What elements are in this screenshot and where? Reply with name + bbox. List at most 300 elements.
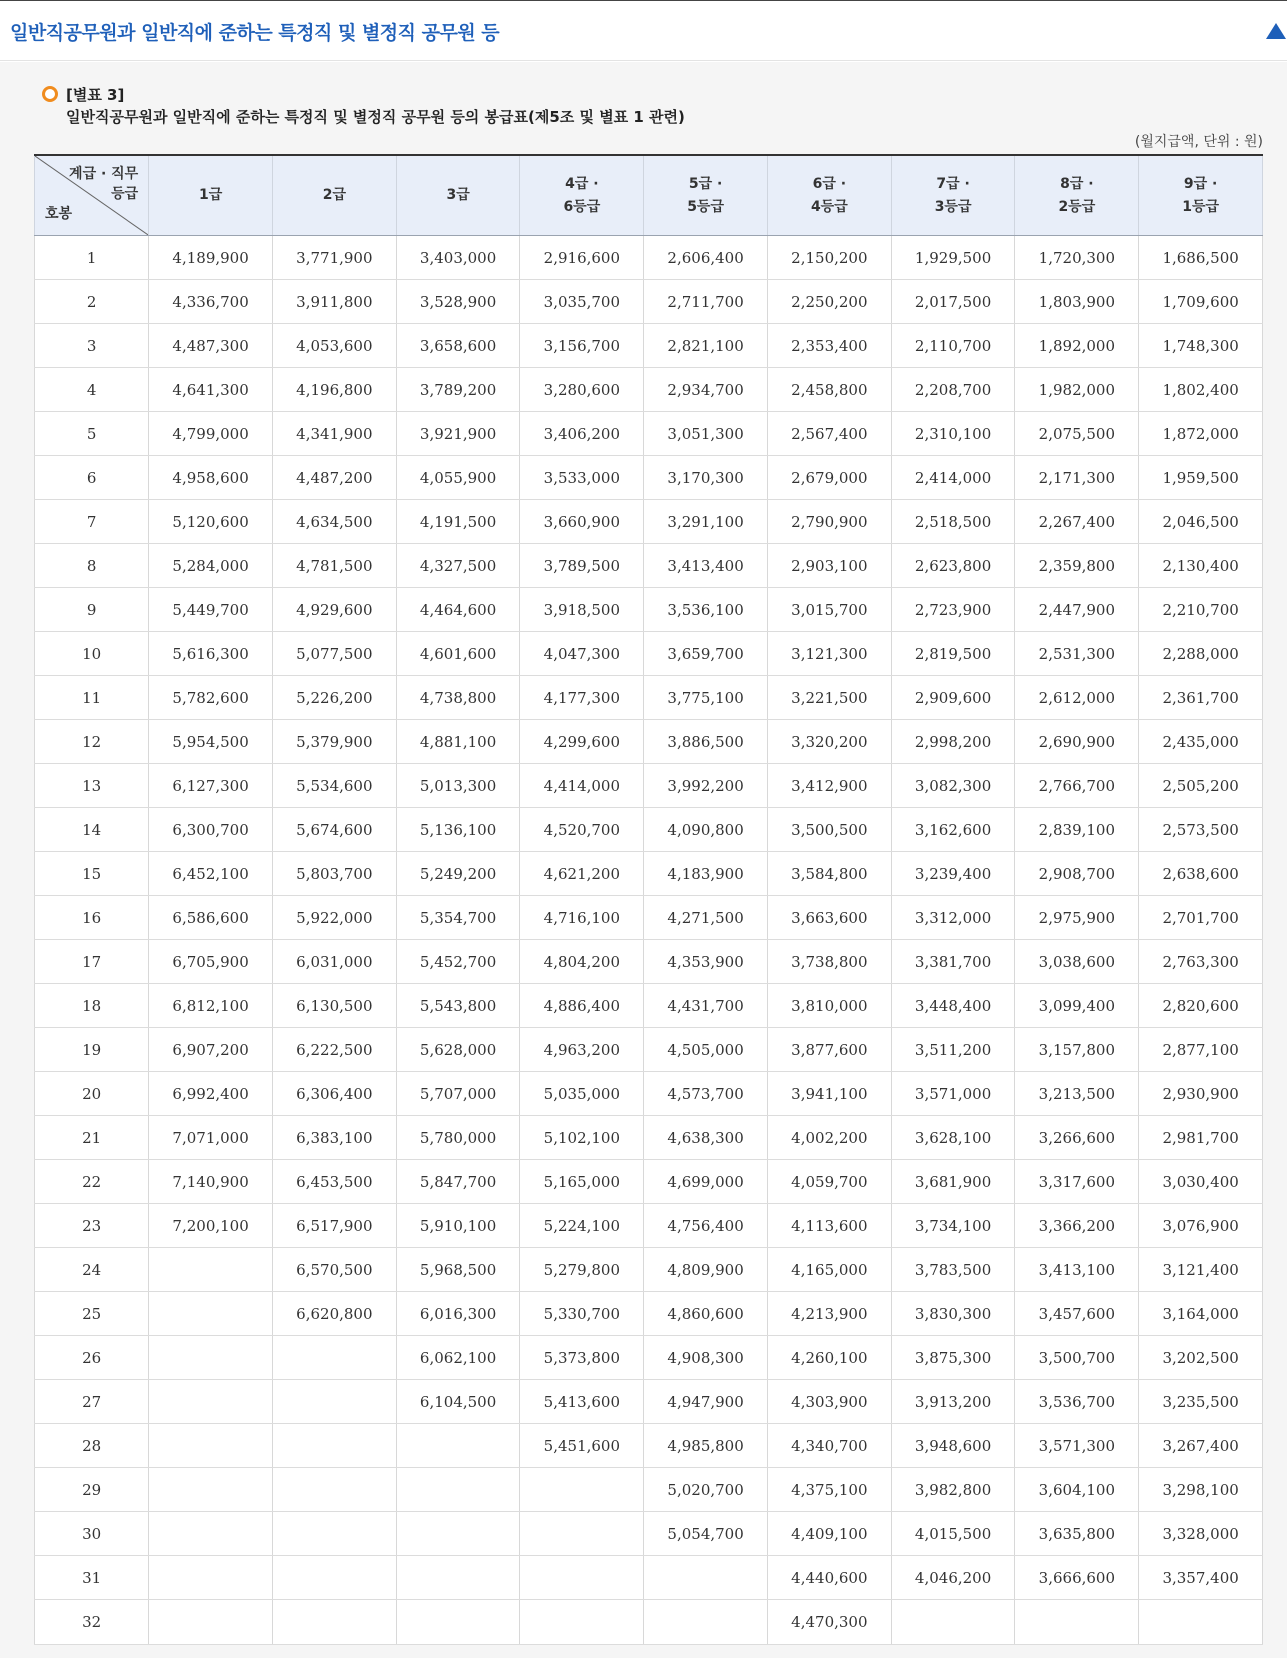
salary-cell	[520, 1556, 644, 1600]
salary-cell: 5,035,000	[520, 1072, 644, 1116]
salary-cell: 5,780,000	[396, 1116, 520, 1160]
salary-cell	[272, 1468, 396, 1512]
salary-cell: 1,748,300	[1139, 324, 1263, 368]
salary-cell: 5,628,000	[396, 1028, 520, 1072]
step-cell: 28	[35, 1424, 149, 1468]
column-header	[767, 155, 891, 236]
salary-cell: 5,165,000	[520, 1160, 644, 1204]
salary-cell: 6,586,600	[149, 896, 273, 940]
salary-cell: 2,208,700	[891, 368, 1015, 412]
salary-cell: 3,413,100	[1015, 1248, 1139, 1292]
salary-cell	[149, 1292, 273, 1336]
salary-cell: 3,412,900	[767, 764, 891, 808]
salary-cell: 6,130,500	[272, 984, 396, 1028]
salary-cell: 4,641,300	[149, 368, 273, 412]
salary-cell: 5,020,700	[644, 1468, 768, 1512]
salary-cell	[891, 1600, 1015, 1645]
salary-cell: 3,403,000	[396, 236, 520, 280]
step-cell: 1	[35, 236, 149, 280]
salary-cell: 5,224,100	[520, 1204, 644, 1248]
salary-cell: 3,156,700	[520, 324, 644, 368]
salary-cell: 1,929,500	[891, 236, 1015, 280]
salary-cell: 3,660,900	[520, 500, 644, 544]
salary-cell: 6,907,200	[149, 1028, 273, 1072]
salary-cell: 3,448,400	[891, 984, 1015, 1028]
salary-cell: 4,090,800	[644, 808, 768, 852]
salary-cell: 5,354,700	[396, 896, 520, 940]
salary-cell: 4,165,000	[767, 1248, 891, 1292]
salary-cell: 3,584,800	[767, 852, 891, 896]
salary-cell: 6,062,100	[396, 1336, 520, 1380]
column-header-line2: 1등급	[1182, 198, 1219, 215]
salary-cell: 4,699,000	[644, 1160, 768, 1204]
step-cell: 6	[35, 456, 149, 500]
step-cell: 25	[35, 1292, 149, 1336]
salary-cell: 3,291,100	[644, 500, 768, 544]
salary-cell: 3,875,300	[891, 1336, 1015, 1380]
salary-cell: 3,298,100	[1139, 1468, 1263, 1512]
salary-cell: 2,353,400	[767, 324, 891, 368]
salary-cell: 3,571,300	[1015, 1424, 1139, 1468]
salary-cell: 2,518,500	[891, 500, 1015, 544]
salary-cell: 3,635,800	[1015, 1512, 1139, 1556]
salary-cell: 5,279,800	[520, 1248, 644, 1292]
salary-cell	[149, 1336, 273, 1380]
salary-cell: 2,359,800	[1015, 544, 1139, 588]
salary-cell	[396, 1424, 520, 1468]
salary-cell: 4,414,000	[520, 764, 644, 808]
salary-cell: 3,992,200	[644, 764, 768, 808]
salary-cell: 3,202,500	[1139, 1336, 1263, 1380]
salary-cell: 3,213,500	[1015, 1072, 1139, 1116]
salary-cell: 2,903,100	[767, 544, 891, 588]
salary-cell: 4,756,400	[644, 1204, 768, 1248]
column-header	[1015, 155, 1139, 236]
salary-cell: 3,783,500	[891, 1248, 1015, 1292]
salary-cell: 2,110,700	[891, 324, 1015, 368]
corner-top-line1: 계급 · 직무	[69, 166, 139, 182]
step-cell: 10	[35, 632, 149, 676]
salary-cell	[396, 1512, 520, 1556]
salary-cell: 6,517,900	[272, 1204, 396, 1248]
step-cell: 29	[35, 1468, 149, 1512]
salary-cell: 2,310,100	[891, 412, 1015, 456]
salary-cell: 4,804,200	[520, 940, 644, 984]
salary-cell: 4,191,500	[396, 500, 520, 544]
column-header	[1139, 155, 1263, 236]
salary-cell	[149, 1468, 273, 1512]
salary-cell: 5,707,000	[396, 1072, 520, 1116]
salary-cell	[149, 1424, 273, 1468]
salary-cell: 1,872,000	[1139, 412, 1263, 456]
salary-cell: 3,051,300	[644, 412, 768, 456]
salary-cell: 5,452,700	[396, 940, 520, 984]
triangle-up-icon[interactable]	[1265, 22, 1287, 40]
salary-cell: 3,320,200	[767, 720, 891, 764]
salary-cell: 7,071,000	[149, 1116, 273, 1160]
salary-cell: 2,017,500	[891, 280, 1015, 324]
table-row	[35, 236, 1263, 280]
step-cell: 15	[35, 852, 149, 896]
salary-cell: 2,819,500	[891, 632, 1015, 676]
column-header	[891, 155, 1015, 236]
unit-note: (월지급액, 단위 : 원)	[1134, 134, 1263, 150]
salary-cell: 4,638,300	[644, 1116, 768, 1160]
salary-cell: 2,447,900	[1015, 588, 1139, 632]
salary-cell: 3,886,500	[644, 720, 768, 764]
salary-cell: 2,567,400	[767, 412, 891, 456]
salary-cell: 5,449,700	[149, 588, 273, 632]
table-row	[35, 1248, 1263, 1292]
step-cell: 8	[35, 544, 149, 588]
salary-cell: 2,046,500	[1139, 500, 1263, 544]
salary-cell: 2,606,400	[644, 236, 768, 280]
salary-cell: 3,789,200	[396, 368, 520, 412]
salary-cell	[520, 1512, 644, 1556]
salary-cell: 2,766,700	[1015, 764, 1139, 808]
salary-cell: 4,409,100	[767, 1512, 891, 1556]
salary-cell: 4,271,500	[644, 896, 768, 940]
salary-cell: 6,452,100	[149, 852, 273, 896]
table-row	[35, 1468, 1263, 1512]
salary-cell: 2,288,000	[1139, 632, 1263, 676]
salary-cell: 2,171,300	[1015, 456, 1139, 500]
salary-cell: 5,330,700	[520, 1292, 644, 1336]
column-header-line1: 2급	[322, 187, 346, 203]
salary-cell: 6,306,400	[272, 1072, 396, 1116]
salary-cell: 5,373,800	[520, 1336, 644, 1380]
salary-cell	[396, 1556, 520, 1600]
salary-cell: 2,638,600	[1139, 852, 1263, 896]
column-header-line1: 5급 ·	[688, 175, 723, 192]
salary-cell: 3,381,700	[891, 940, 1015, 984]
column-header-line1: 1급	[198, 187, 223, 203]
table-row	[35, 1424, 1263, 1468]
salary-cell: 3,666,600	[1015, 1556, 1139, 1600]
table-row	[35, 676, 1263, 720]
salary-cell: 5,968,500	[396, 1248, 520, 1292]
salary-cell: 1,982,000	[1015, 368, 1139, 412]
salary-cell: 3,157,800	[1015, 1028, 1139, 1072]
salary-cell	[1139, 1600, 1263, 1645]
salary-cell: 4,440,600	[767, 1556, 891, 1600]
salary-cell: 4,601,600	[396, 632, 520, 676]
salary-cell: 3,030,400	[1139, 1160, 1263, 1204]
salary-cell: 3,038,600	[1015, 940, 1139, 984]
section-title: 일반직공무원과 일반직에 준하는 특정직 및 별정직 공무원 등	[10, 22, 500, 44]
table-row	[35, 1204, 1263, 1248]
salary-cell	[272, 1512, 396, 1556]
salary-cell	[396, 1468, 520, 1512]
salary-cell: 3,877,600	[767, 1028, 891, 1072]
salary-cell: 4,327,500	[396, 544, 520, 588]
step-cell: 9	[35, 588, 149, 632]
salary-cell	[272, 1336, 396, 1380]
salary-cell: 2,821,100	[644, 324, 768, 368]
salary-cell: 2,458,800	[767, 368, 891, 412]
salary-cell: 3,528,900	[396, 280, 520, 324]
table-row	[35, 1556, 1263, 1600]
salary-cell: 4,621,200	[520, 852, 644, 896]
salary-cell: 2,267,400	[1015, 500, 1139, 544]
salary-cell: 3,413,400	[644, 544, 768, 588]
salary-cell: 4,799,000	[149, 412, 273, 456]
caption-text: 일반직공무원과 일반직에 준하는 특정직 및 별정직 공무원 등의 봉급표(제5조 및 별표 1 관련)	[66, 108, 685, 126]
salary-cell: 1,892,000	[1015, 324, 1139, 368]
column-header-line2: 5등급	[687, 198, 724, 215]
step-cell: 24	[35, 1248, 149, 1292]
salary-cell: 4,963,200	[520, 1028, 644, 1072]
salary-cell: 2,250,200	[767, 280, 891, 324]
salary-cell: 5,136,100	[396, 808, 520, 852]
salary-cell: 4,464,600	[396, 588, 520, 632]
table-row	[35, 280, 1263, 324]
salary-cell: 5,782,600	[149, 676, 273, 720]
salary-cell: 4,059,700	[767, 1160, 891, 1204]
salary-cell: 5,674,600	[272, 808, 396, 852]
salary-cell: 5,054,700	[644, 1512, 768, 1556]
salary-cell: 6,127,300	[149, 764, 273, 808]
salary-cell: 2,505,200	[1139, 764, 1263, 808]
salary-cell: 3,941,100	[767, 1072, 891, 1116]
salary-cell: 6,812,100	[149, 984, 273, 1028]
salary-cell: 3,789,500	[520, 544, 644, 588]
salary-cell: 3,771,900	[272, 236, 396, 280]
salary-cell: 3,734,100	[891, 1204, 1015, 1248]
salary-cell: 2,975,900	[1015, 896, 1139, 940]
salary-cell: 1,686,500	[1139, 236, 1263, 280]
salary-cell: 3,658,600	[396, 324, 520, 368]
salary-cell: 2,909,600	[891, 676, 1015, 720]
step-cell: 27	[35, 1380, 149, 1424]
salary-cell: 3,357,400	[1139, 1556, 1263, 1600]
salary-cell: 3,659,700	[644, 632, 768, 676]
salary-cell: 4,113,600	[767, 1204, 891, 1248]
table-body	[35, 236, 1263, 1645]
salary-cell: 3,267,400	[1139, 1424, 1263, 1468]
salary-cell: 1,803,900	[1015, 280, 1139, 324]
salary-cell: 3,239,400	[891, 852, 1015, 896]
salary-cell: 3,511,200	[891, 1028, 1015, 1072]
salary-cell: 2,877,100	[1139, 1028, 1263, 1072]
step-cell: 14	[35, 808, 149, 852]
salary-cell: 7,200,100	[149, 1204, 273, 1248]
salary-cell: 2,790,900	[767, 500, 891, 544]
salary-cell: 3,571,000	[891, 1072, 1015, 1116]
salary-cell: 6,104,500	[396, 1380, 520, 1424]
table-row	[35, 808, 1263, 852]
salary-cell: 4,336,700	[149, 280, 273, 324]
salary-cell: 3,099,400	[1015, 984, 1139, 1028]
salary-cell: 4,260,100	[767, 1336, 891, 1380]
table-row	[35, 1116, 1263, 1160]
salary-cell	[644, 1556, 768, 1600]
column-header	[272, 155, 396, 236]
salary-cell: 3,681,900	[891, 1160, 1015, 1204]
salary-cell: 4,881,100	[396, 720, 520, 764]
salary-cell: 3,921,900	[396, 412, 520, 456]
salary-cell	[149, 1380, 273, 1424]
column-header-line2: 3등급	[934, 198, 972, 215]
salary-cell: 4,634,500	[272, 500, 396, 544]
step-cell: 20	[35, 1072, 149, 1116]
salary-cell: 4,053,600	[272, 324, 396, 368]
salary-cell: 5,803,700	[272, 852, 396, 896]
salary-cell: 3,536,700	[1015, 1380, 1139, 1424]
salary-cell: 2,763,300	[1139, 940, 1263, 984]
salary-cell	[272, 1380, 396, 1424]
salary-cell: 7,140,900	[149, 1160, 273, 1204]
table-row	[35, 1380, 1263, 1424]
salary-cell: 3,235,500	[1139, 1380, 1263, 1424]
caption-label: [별표 3]	[66, 86, 125, 104]
salary-cell: 6,300,700	[149, 808, 273, 852]
salary-cell: 5,379,900	[272, 720, 396, 764]
salary-cell: 1,802,400	[1139, 368, 1263, 412]
table-row	[35, 500, 1263, 544]
salary-cell: 3,162,600	[891, 808, 1015, 852]
salary-cell: 4,520,700	[520, 808, 644, 852]
salary-cell: 3,121,400	[1139, 1248, 1263, 1292]
salary-cell: 5,451,600	[520, 1424, 644, 1468]
table-row	[35, 1336, 1263, 1380]
column-header-line1: 4급 ·	[565, 175, 599, 192]
salary-cell: 2,701,700	[1139, 896, 1263, 940]
salary-cell	[644, 1600, 768, 1645]
salary-cell	[272, 1556, 396, 1600]
table-row	[35, 544, 1263, 588]
table-row	[35, 412, 1263, 456]
salary-cell: 2,075,500	[1015, 412, 1139, 456]
column-header-line1: 6급 ·	[812, 175, 847, 192]
salary-cell: 3,500,700	[1015, 1336, 1139, 1380]
salary-cell: 5,616,300	[149, 632, 273, 676]
salary-cell: 4,487,300	[149, 324, 273, 368]
step-cell: 31	[35, 1556, 149, 1600]
salary-cell	[520, 1468, 644, 1512]
salary-cell: 4,375,100	[767, 1468, 891, 1512]
salary-cell: 4,985,800	[644, 1424, 768, 1468]
salary-cell: 4,183,900	[644, 852, 768, 896]
salary-cell: 4,860,600	[644, 1292, 768, 1336]
step-cell: 17	[35, 940, 149, 984]
table-row	[35, 852, 1263, 896]
salary-cell: 4,189,900	[149, 236, 273, 280]
salary-cell: 4,047,300	[520, 632, 644, 676]
salary-cell: 2,573,500	[1139, 808, 1263, 852]
salary-cell	[149, 1248, 273, 1292]
table-row	[35, 632, 1263, 676]
salary-cell: 3,918,500	[520, 588, 644, 632]
corner-top-label	[69, 164, 138, 204]
table-row	[35, 1512, 1263, 1556]
table-row	[35, 1292, 1263, 1336]
salary-cell: 5,954,500	[149, 720, 273, 764]
salary-cell: 5,534,600	[272, 764, 396, 808]
salary-cell: 2,930,900	[1139, 1072, 1263, 1116]
salary-cell: 2,414,000	[891, 456, 1015, 500]
salary-cell: 4,341,900	[272, 412, 396, 456]
salary-cell: 3,500,500	[767, 808, 891, 852]
column-header-line2: 2등급	[1058, 198, 1096, 215]
salary-cell: 3,366,200	[1015, 1204, 1139, 1248]
salary-cell: 2,723,900	[891, 588, 1015, 632]
salary-cell: 6,992,400	[149, 1072, 273, 1116]
step-cell: 22	[35, 1160, 149, 1204]
salary-cell	[149, 1556, 273, 1600]
salary-cell: 4,046,200	[891, 1556, 1015, 1600]
salary-cell: 5,102,100	[520, 1116, 644, 1160]
salary-cell: 2,210,700	[1139, 588, 1263, 632]
table-row	[35, 456, 1263, 500]
salary-cell: 5,120,600	[149, 500, 273, 544]
salary-cell: 5,910,100	[396, 1204, 520, 1248]
salary-cell: 5,922,000	[272, 896, 396, 940]
salary-cell: 6,222,500	[272, 1028, 396, 1072]
salary-cell: 3,533,000	[520, 456, 644, 500]
salary-cell: 2,711,700	[644, 280, 768, 324]
table-row	[35, 1160, 1263, 1204]
salary-cell: 3,604,100	[1015, 1468, 1139, 1512]
table-row	[35, 764, 1263, 808]
step-cell: 3	[35, 324, 149, 368]
salary-cell: 2,908,700	[1015, 852, 1139, 896]
salary-cell: 4,015,500	[891, 1512, 1015, 1556]
salary-cell: 2,531,300	[1015, 632, 1139, 676]
salary-cell: 2,820,600	[1139, 984, 1263, 1028]
salary-cell: 3,406,200	[520, 412, 644, 456]
salary-cell: 3,015,700	[767, 588, 891, 632]
column-header-line1: 9급 ·	[1183, 175, 1218, 192]
corner-header	[35, 155, 149, 236]
salary-cell: 3,328,000	[1139, 1512, 1263, 1556]
salary-cell: 4,573,700	[644, 1072, 768, 1116]
salary-cell: 3,948,600	[891, 1424, 1015, 1468]
salary-cell: 4,505,000	[644, 1028, 768, 1072]
table-row	[35, 588, 1263, 632]
salary-cell: 4,809,900	[644, 1248, 768, 1292]
salary-cell: 3,738,800	[767, 940, 891, 984]
salary-cell: 4,487,200	[272, 456, 396, 500]
salary-cell: 3,810,000	[767, 984, 891, 1028]
salary-cell: 2,361,700	[1139, 676, 1263, 720]
step-cell: 18	[35, 984, 149, 1028]
column-header	[644, 155, 768, 236]
salary-cell: 3,663,600	[767, 896, 891, 940]
salary-cell: 3,280,600	[520, 368, 644, 412]
salary-cell: 3,982,800	[891, 1468, 1015, 1512]
salary-cell: 4,886,400	[520, 984, 644, 1028]
salary-cell: 3,830,300	[891, 1292, 1015, 1336]
salary-cell: 4,299,600	[520, 720, 644, 764]
salary-cell: 4,196,800	[272, 368, 396, 412]
salary-cell: 3,076,900	[1139, 1204, 1263, 1248]
salary-cell	[520, 1600, 644, 1645]
column-header	[149, 155, 273, 236]
accordion-header[interactable]	[0, 1, 1287, 61]
column-header-line1: 3급	[446, 187, 470, 203]
accordion-body	[0, 62, 1287, 1658]
salary-cell: 2,679,000	[767, 456, 891, 500]
salary-cell: 4,716,100	[520, 896, 644, 940]
salary-cell: 5,413,600	[520, 1380, 644, 1424]
salary-cell	[272, 1424, 396, 1468]
salary-cell: 3,035,700	[520, 280, 644, 324]
salary-cell: 6,570,500	[272, 1248, 396, 1292]
column-header-line1: 7급 ·	[936, 175, 970, 192]
salary-cell: 4,958,600	[149, 456, 273, 500]
salary-cell: 1,709,600	[1139, 280, 1263, 324]
